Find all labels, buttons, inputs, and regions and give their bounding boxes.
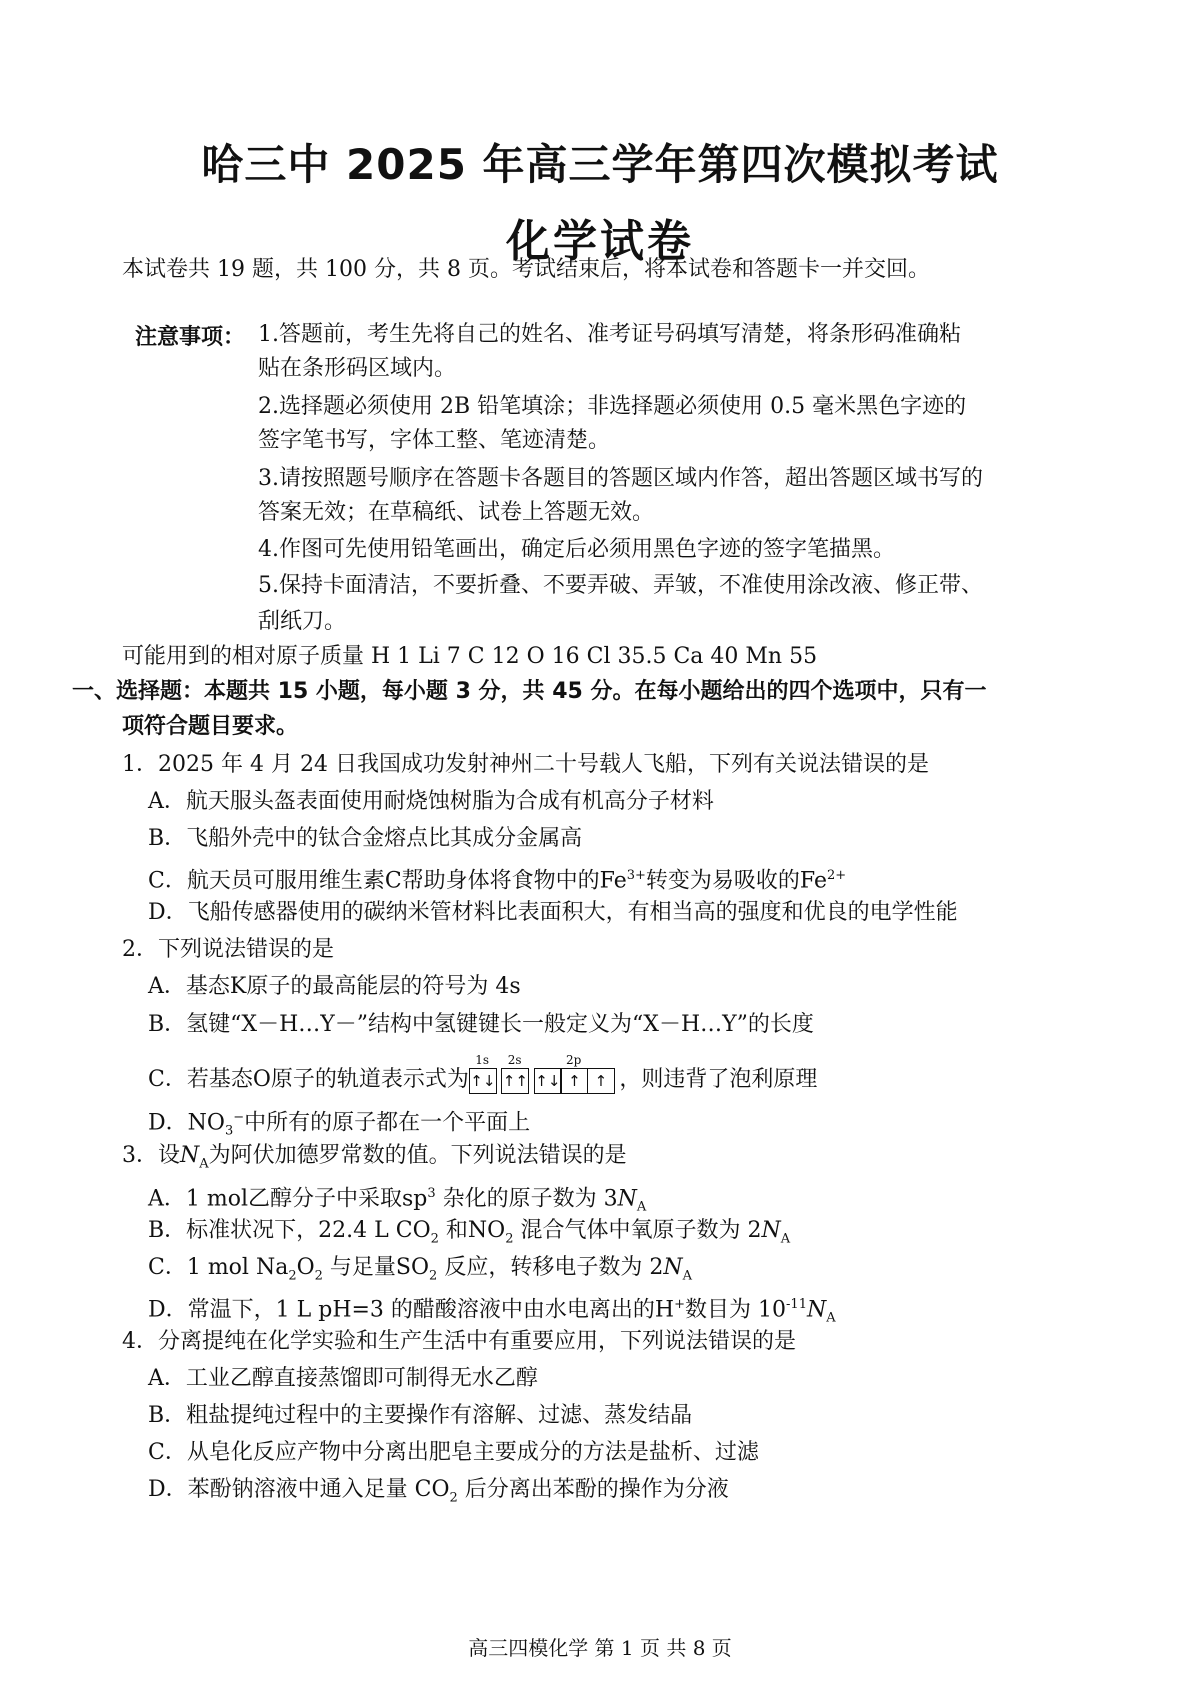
question-1-option-a: A．航天服头盔表面使用耐烧蚀树脂为合成有机高分子材料 xyxy=(148,789,714,814)
atomic-mass-line: 可能用到的相对原子质量 H 1 Li 7 C 12 O 16 Cl 35.5 Ca 40 Mn 55 xyxy=(122,644,818,669)
question-1-option-b: B．飞船外壳中的钛合金熔点比其成分金属高 xyxy=(148,826,583,851)
question-4-stem: 4．分离提纯在化学实验和生产生活中有重要应用，下列说法错误的是 xyxy=(122,1329,796,1354)
notice-label: 注意事项： xyxy=(135,325,246,350)
notice-line: 1.答题前，考生先将自己的姓名、准考证号码填写清楚，将条形码准确粘 xyxy=(258,322,961,347)
notice-line: 签字笔书写，字体工整、笔迹清楚。 xyxy=(258,428,611,453)
question-1-option-d: D．飞船传感器使用的碳纳米管材料比表面积大，有相当高的强度和优良的电学性能 xyxy=(148,900,958,925)
question-2-stem: 2．下列说法错误的是 xyxy=(122,937,334,962)
notice-line: 答案无效；在草稿纸、试卷上答题无效。 xyxy=(258,500,655,525)
section-heading-cont: 项符合题目要求。 xyxy=(122,714,299,739)
question-4-option-b: B．粗盐提纯过程中的主要操作有溶解、过滤、蒸发结晶 xyxy=(148,1403,693,1428)
orbital-1s: 1s ↑↓ xyxy=(469,1065,496,1095)
question-4-option-d: D．苯酚钠溶液中通入足量 $CO_2$ 后分离出苯酚的操作为分液 xyxy=(148,1477,729,1506)
notice-line: 贴在条形码区域内。 xyxy=(258,356,457,381)
question-4-option-c: C．从皂化反应产物中分离出肥皂主要成分的方法是盐析、过滤 xyxy=(148,1440,759,1465)
notice-line: 2.选择题必须使用 2B 铅笔填涂；非选择题必须使用 0.5 毫米黑色字迹的 xyxy=(258,394,967,419)
notice-line: 4.作图可先使用铅笔画出，确定后必须用黑色字迹的签字笔描黑。 xyxy=(258,537,895,562)
notice-line: 刮纸刀。 xyxy=(258,609,347,634)
notice-line: 5.保持卡面清洁，不要折叠、不要弄破、弄皱，不准使用涂改液、修正带、 xyxy=(258,573,983,598)
orbital-2s: 2s ↑↑ xyxy=(501,1065,528,1095)
question-2-option-d: D．$NO_3^-$中所有的原子都在一个平面上 xyxy=(148,1110,531,1139)
question-1-option-c: C．航天员可服用维生素C帮助身体将食物中的$Fe^{3+}$转变为易吸收的$Fe^{2+}$ xyxy=(148,868,847,894)
question-3-stem: 3．设$N_A$为阿伏加德罗常数的值。下列说法错误的是 xyxy=(122,1143,627,1172)
notice-line: 3.请按照题号顺序在答题卡各题目的答题区域内作答，超出答题区域书写的 xyxy=(258,466,983,491)
page-subtitle: 化学试卷 xyxy=(506,216,694,267)
question-2-option-b: B．氢键“X－H…Y－”结构中氢键键长一般定义为“X－H…Y”的长度 xyxy=(148,1012,814,1037)
question-3-option-d: D．常温下，1 L pH=3 的醋酸溶液中由水电离出的H+数目为 $10^{-11}N_A$ xyxy=(148,1297,836,1326)
question-3-option-a: A．1 mol乙醇分子中采取$sp^3$ 杂化的原子数为 $3N_A$ xyxy=(148,1186,647,1215)
question-3-option-c: C．1 mol $Na_2O_2$ 与足量$SO_2$ 反应，转移电子数为 $2N_A$ xyxy=(148,1255,692,1284)
question-3-option-b: B．标准状况下，22.4 L $CO_2$ 和$NO_2$ 混合气体中氧原子数为 $2N_A$ xyxy=(148,1218,791,1247)
question-2-option-c: C．若基态O原子的轨道表示式为 1s ↑↓ 2s ↑↑ 2p ↑↓ ↑ ↑ ，则违背了泡利原理 xyxy=(148,1065,817,1095)
question-2-option-a: A．基态K原子的最高能层的符号为 4s xyxy=(148,974,521,999)
section-heading: 一、选择题：本题共 15 小题，每小题 3 分，共 45 分。在每小题给出的四个选项中，只有一 xyxy=(72,679,987,704)
page-title: 哈三中 2025 年高三学年第四次模拟考试 xyxy=(201,140,999,189)
intro-text: 本试卷共 19 题，共 100 分，共 8 页。考试结束后，将本试卷和答题卡一并交回。 xyxy=(122,257,930,282)
question-1-stem: 1．2025 年 4 月 24 日我国成功发射神州二十号载人飞船，下列有关说法错误的是 xyxy=(122,752,929,777)
orbital-2p: 2p ↑↓ ↑ ↑ xyxy=(534,1065,614,1095)
question-4-option-a: A．工业乙醇直接蒸馏即可制得无水乙醇 xyxy=(148,1366,538,1391)
page-footer: 高三四模化学 第 1 页 共 8 页 xyxy=(468,1636,732,1660)
